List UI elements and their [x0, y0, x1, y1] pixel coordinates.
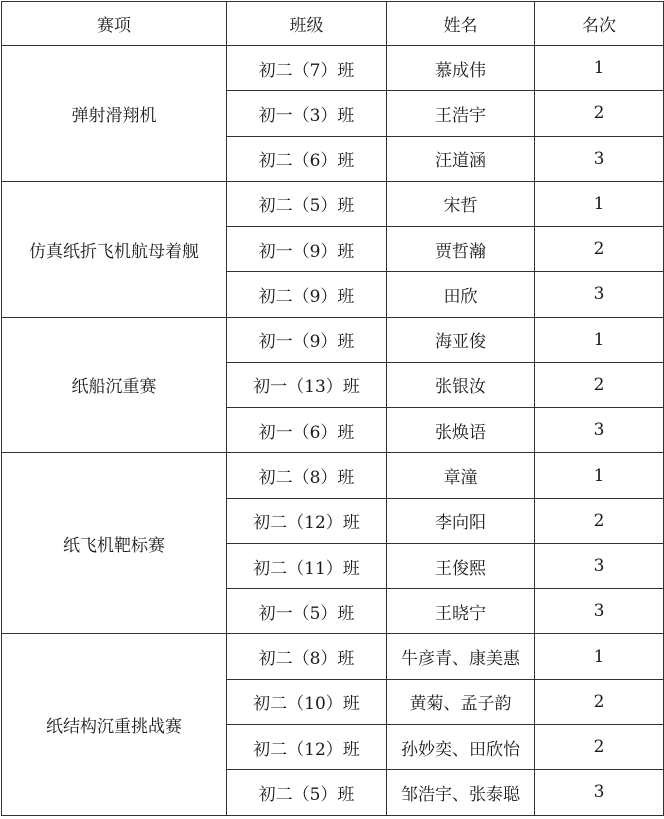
- name-cell: 王俊熙: [387, 543, 535, 588]
- name-cell: 黄菊、孟子韵: [387, 679, 535, 724]
- header-class: 班级: [227, 2, 387, 46]
- rank-cell: 3: [535, 408, 664, 453]
- table-row: [2, 453, 664, 498]
- results-table: [1, 1, 664, 816]
- rank-cell: 1: [535, 634, 664, 679]
- class-cell: 初二（6）班: [227, 136, 387, 181]
- class-cell: 初二（7）班: [227, 46, 387, 91]
- table-row: [2, 181, 664, 226]
- name-cell: 张银汝: [387, 362, 535, 407]
- class-cell: 初一（13）班: [227, 362, 387, 407]
- header-name: 姓名: [387, 2, 535, 46]
- class-cell: 初二（8）班: [227, 634, 387, 679]
- class-cell: 初二（5）班: [227, 181, 387, 226]
- class-cell: 初一（3）班: [227, 91, 387, 136]
- class-cell: 初一（5）班: [227, 589, 387, 634]
- name-cell: 孙妙奕、田欣怡: [387, 724, 535, 769]
- class-cell: 初二（12）班: [227, 498, 387, 543]
- table-body: [2, 46, 664, 816]
- rank-cell: 2: [535, 227, 664, 272]
- rank-cell: 3: [535, 770, 664, 815]
- name-cell: 邹浩宇、张泰聪: [387, 770, 535, 815]
- name-cell: 牛彦青、康美惠: [387, 634, 535, 679]
- event-cell: 纸船沉重赛: [2, 317, 227, 453]
- name-cell: 海亚俊: [387, 317, 535, 362]
- class-cell: 初二（9）班: [227, 272, 387, 317]
- table-row: [2, 634, 664, 679]
- name-cell: 张焕语: [387, 408, 535, 453]
- event-cell: 仿真纸折飞机航母着舰: [2, 181, 227, 317]
- rank-cell: 2: [535, 679, 664, 724]
- rank-cell: 3: [535, 543, 664, 588]
- rank-cell: 2: [535, 498, 664, 543]
- rank-cell: 3: [535, 136, 664, 181]
- event-cell: 纸飞机靶标赛: [2, 453, 227, 634]
- name-cell: 宋哲: [387, 181, 535, 226]
- name-cell: 慕成伟: [387, 46, 535, 91]
- header-event: 赛项: [2, 2, 227, 46]
- rank-cell: 3: [535, 589, 664, 634]
- name-cell: 田欣: [387, 272, 535, 317]
- table-header: [2, 2, 664, 46]
- table-row: [2, 317, 664, 362]
- rank-cell: 1: [535, 453, 664, 498]
- class-cell: 初一（9）班: [227, 227, 387, 272]
- header-rank: 名次: [535, 2, 664, 46]
- class-cell: 初二（12）班: [227, 724, 387, 769]
- name-cell: 王晓宁: [387, 589, 535, 634]
- table-row: [2, 46, 664, 91]
- rank-cell: 1: [535, 181, 664, 226]
- rank-cell: 1: [535, 46, 664, 91]
- event-cell: 纸结构沉重挑战赛: [2, 634, 227, 815]
- rank-cell: 1: [535, 317, 664, 362]
- name-cell: 王浩宇: [387, 91, 535, 136]
- name-cell: 汪道涵: [387, 136, 535, 181]
- class-cell: 初二（11）班: [227, 543, 387, 588]
- rank-cell: 2: [535, 362, 664, 407]
- class-cell: 初一（9）班: [227, 317, 387, 362]
- class-cell: 初一（6）班: [227, 408, 387, 453]
- name-cell: 章潼: [387, 453, 535, 498]
- class-cell: 初二（10）班: [227, 679, 387, 724]
- name-cell: 贾哲瀚: [387, 227, 535, 272]
- event-cell: 弹射滑翔机: [2, 46, 227, 182]
- class-cell: 初二（5）班: [227, 770, 387, 815]
- rank-cell: 3: [535, 272, 664, 317]
- name-cell: 李向阳: [387, 498, 535, 543]
- rank-cell: 2: [535, 91, 664, 136]
- rank-cell: 2: [535, 724, 664, 769]
- header-row: [2, 2, 664, 46]
- class-cell: 初二（8）班: [227, 453, 387, 498]
